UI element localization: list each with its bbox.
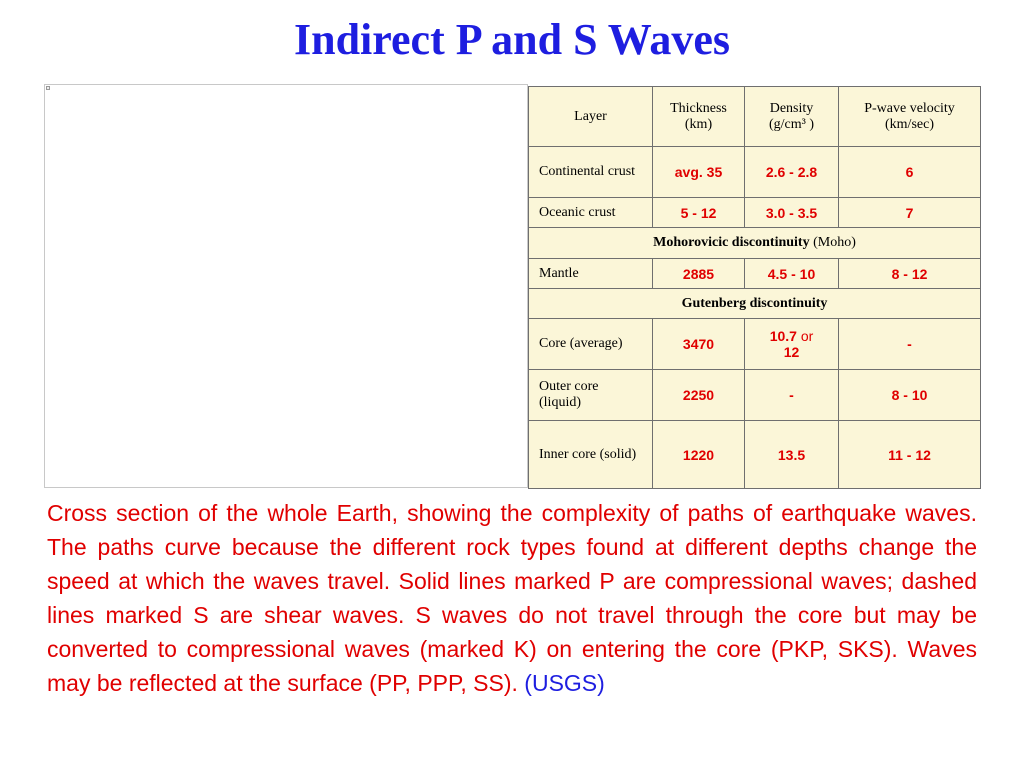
- table-row: [529, 198, 981, 228]
- thickness-value: avg. 35: [653, 147, 745, 198]
- header-layer: Layer: [529, 87, 653, 147]
- density-value: 13.5: [745, 421, 839, 489]
- earth-layers-table: [528, 86, 981, 489]
- table-row: [529, 259, 981, 289]
- header-thickness: Thickness (km): [653, 87, 745, 147]
- velocity-value: -: [839, 319, 981, 370]
- broken-image-icon: [46, 86, 50, 90]
- discontinuity-abbrev: (Moho): [809, 235, 856, 250]
- thickness-value: 5 - 12: [653, 198, 745, 228]
- velocity-value: 8 - 10: [839, 370, 981, 421]
- table-row: [529, 147, 981, 198]
- density-or: or: [796, 328, 814, 344]
- density-value: [745, 319, 839, 370]
- thickness-value: 2885: [653, 259, 745, 289]
- density-value-a: 10.7: [769, 328, 797, 344]
- header-density: Density (g/cm³ ): [745, 87, 839, 147]
- layer-name: Outer core (liquid): [529, 370, 653, 421]
- density-value: -: [745, 370, 839, 421]
- layer-name: Continental crust: [529, 147, 653, 198]
- gutenberg-discontinuity: Gutenberg discontinuity: [529, 289, 981, 319]
- caption-source: (USGS): [524, 670, 605, 696]
- layer-name: Inner core (solid): [529, 421, 653, 489]
- table-row: [529, 370, 981, 421]
- slide-title: Indirect P and S Waves: [293, 15, 731, 64]
- table-row-discontinuity: [529, 228, 981, 259]
- header-velocity: P-wave velocity (km/sec): [839, 87, 981, 147]
- density-value-b: 12: [783, 344, 800, 360]
- earth-cross-section-image: [44, 84, 528, 488]
- table-header-row: [529, 87, 981, 147]
- velocity-value: 6: [839, 147, 981, 198]
- layer-name: Core (average): [529, 319, 653, 370]
- velocity-value: 11 - 12: [839, 421, 981, 489]
- thickness-value: 3470: [653, 319, 745, 370]
- layer-name: Oceanic crust: [529, 198, 653, 228]
- layer-name: Mantle: [529, 259, 653, 289]
- velocity-value: 8 - 12: [839, 259, 981, 289]
- density-value: 2.6 - 2.8: [745, 147, 839, 198]
- figure-caption: [47, 496, 977, 700]
- table-row: [529, 319, 981, 370]
- density-value: 4.5 - 10: [745, 259, 839, 289]
- velocity-value: 7: [839, 198, 981, 228]
- moho-discontinuity: [529, 228, 981, 259]
- table-row: [529, 421, 981, 489]
- thickness-value: 2250: [653, 370, 745, 421]
- discontinuity-name: Mohorovicic discontinuity: [653, 235, 810, 250]
- caption-text: Cross section of the whole Earth, showing the complexity of paths of earthquake waves. The paths curve because the different rock types found at different depths change the speed at which the waves travel. Solid lines marked P are compressional waves; dashed lines marked S are shear waves. S waves do not travel through the core but may be converted to compressional waves (marked K) on entering the core (PKP, SKS). Waves may be reflected at the surface (PP, PPP, SS).: [47, 500, 977, 696]
- density-value: 3.0 - 3.5: [745, 198, 839, 228]
- thickness-value: 1220: [653, 421, 745, 489]
- table-row-discontinuity: [529, 289, 981, 319]
